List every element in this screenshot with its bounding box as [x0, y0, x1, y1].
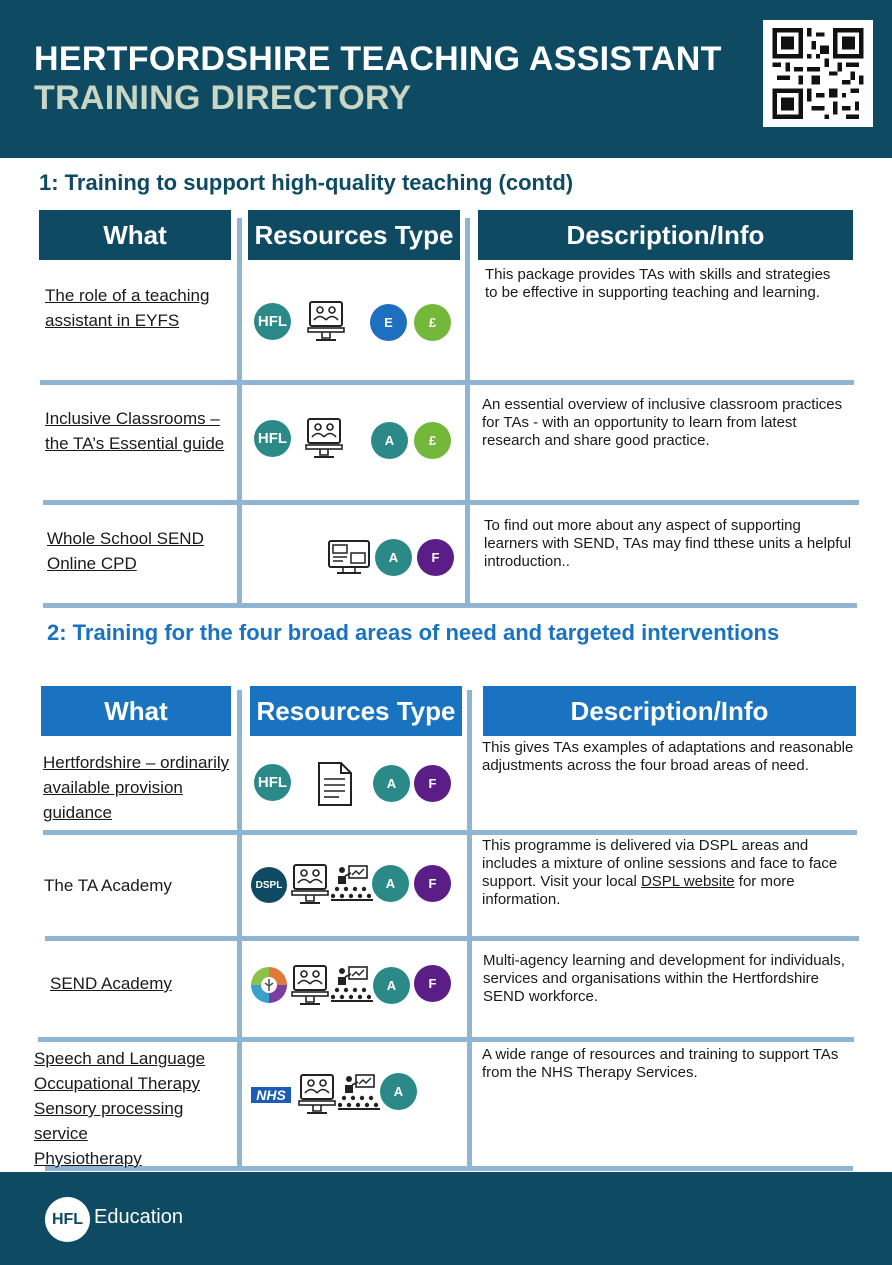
- online-cpd-screen-icon: [327, 539, 371, 575]
- online-learning-icon: [297, 1073, 337, 1115]
- section2-row1-what-link[interactable]: Hertfordshire – ordinarily available provision guidance: [43, 753, 230, 822]
- hfl-logo-icon: HFL: [254, 764, 291, 801]
- online-learning-icon: [290, 863, 330, 905]
- section1-header-description: Description/Info: [478, 210, 853, 260]
- section1-row-divider-2: [43, 500, 859, 505]
- hfl-footer-logo-icon: HFL: [45, 1197, 90, 1242]
- section2-header-description: Description/Info: [483, 686, 856, 736]
- badge-pound-icon: £: [414, 422, 451, 459]
- footer-brand: Education: [94, 1206, 183, 1228]
- dspl-website-link[interactable]: DSPL website: [640, 873, 735, 890]
- section1-row1-what-link[interactable]: The role of a teaching assistant in EYFS: [45, 286, 210, 330]
- section2-header-resources: Resources Type: [250, 686, 462, 736]
- online-learning-icon: [304, 417, 344, 459]
- hfl-logo-icon: HFL: [254, 303, 291, 340]
- dspl-logo-icon: DSPL: [251, 867, 287, 903]
- page-title-line1: HERTFORDSHIRE TEACHING ASSISTANT: [34, 40, 722, 78]
- badge-pound-icon: £: [414, 304, 451, 341]
- physiotherapy-link[interactable]: Physiotherapy: [34, 1149, 142, 1168]
- section2-row3-description: Multi-agency learning and development for individuals, services and organisations within the Hertfordshire SEND workforce.: [483, 952, 845, 1005]
- occupational-therapy-link[interactable]: Occupational Therapy: [34, 1074, 201, 1093]
- section1-row3-description: To find out more about any aspect of supporting learners with SEND, TAs may find tthese units a helpful introduction..: [484, 517, 852, 570]
- badge-a-icon: A: [371, 422, 408, 459]
- badge-a-icon: A: [373, 765, 410, 802]
- online-learning-icon: [290, 964, 330, 1006]
- face-to-face-training-icon: [338, 1073, 380, 1111]
- badge-a-icon: A: [380, 1073, 417, 1110]
- section1-title: 1: Training to support high-quality teaching (contd): [39, 170, 574, 195]
- document-icon: [315, 761, 353, 807]
- section2-row2-description: This programme is delivered via DSPL areas and includes a mixture of online sessions and face to face support. Visit your local DSPL website for more information.: [482, 837, 838, 908]
- section1-row-divider-3: [43, 603, 857, 608]
- send-academy-logo-icon: [250, 966, 288, 1004]
- section2-row2-what: The TA Academy: [44, 876, 172, 895]
- section2-row1-description: This gives TAs examples of adaptations and reasonable adjustments across the four broad areas of need.: [482, 739, 854, 774]
- badge-f-icon: F: [414, 965, 451, 1002]
- section2-title: 2: Training for the four broad areas of need and targeted interventions: [47, 620, 780, 645]
- badge-f-icon: F: [417, 539, 454, 576]
- section1-column-divider-1: [237, 218, 242, 606]
- section2-row4-description: A wide range of resources and training to support TAs from the NHS Therapy Services.: [482, 1046, 839, 1081]
- section2-row-divider-3: [38, 1037, 854, 1042]
- hfl-logo-icon: HFL: [254, 420, 291, 457]
- sensory-processing-link[interactable]: Sensory processing service: [34, 1099, 184, 1143]
- badge-e-icon: E: [370, 304, 407, 341]
- badge-f-icon: F: [414, 765, 451, 802]
- section1-header-what: What: [39, 210, 231, 260]
- section1-row3-what-link[interactable]: Whole School SEND Online CPD: [47, 529, 204, 573]
- badge-a-icon: A: [372, 865, 409, 902]
- section1-column-divider-2: [465, 218, 470, 606]
- section2-column-divider-2: [467, 690, 472, 1170]
- nhs-logo-icon: NHS: [251, 1087, 291, 1103]
- speech-and-language-link[interactable]: Speech and Language: [34, 1049, 206, 1068]
- page-title-line2: TRAINING DIRECTORY: [34, 79, 412, 117]
- online-learning-icon: [306, 300, 346, 342]
- section2-row-divider-2: [45, 936, 859, 941]
- section2-row-divider-1: [43, 830, 857, 835]
- face-to-face-training-icon: [331, 965, 373, 1003]
- section1-row2-description: An essential overview of inclusive classroom practices for TAs - with an opportunity to learn from latest research and share good practice.: [482, 396, 843, 449]
- section1-row1-description: This package provides TAs with skills and strategies to be effective in supporting teaching and learning.: [485, 266, 831, 301]
- face-to-face-training-icon: [331, 864, 373, 902]
- section1-header-resources: Resources Type: [248, 210, 460, 260]
- section2-row3-what-link[interactable]: SEND Academy: [50, 974, 172, 993]
- section2-header-what: What: [41, 686, 231, 736]
- badge-a-icon: A: [375, 539, 412, 576]
- section2-row4-what: [34, 1046, 234, 1171]
- section2-column-divider-1: [237, 690, 242, 1170]
- section1-row-divider-1: [40, 380, 854, 385]
- badge-a-icon: A: [373, 967, 410, 1004]
- qr-code-icon[interactable]: [763, 20, 873, 127]
- section1-row2-what-link[interactable]: Inclusive Classrooms – the TA’s Essential guide: [45, 409, 225, 453]
- badge-f-icon: F: [414, 865, 451, 902]
